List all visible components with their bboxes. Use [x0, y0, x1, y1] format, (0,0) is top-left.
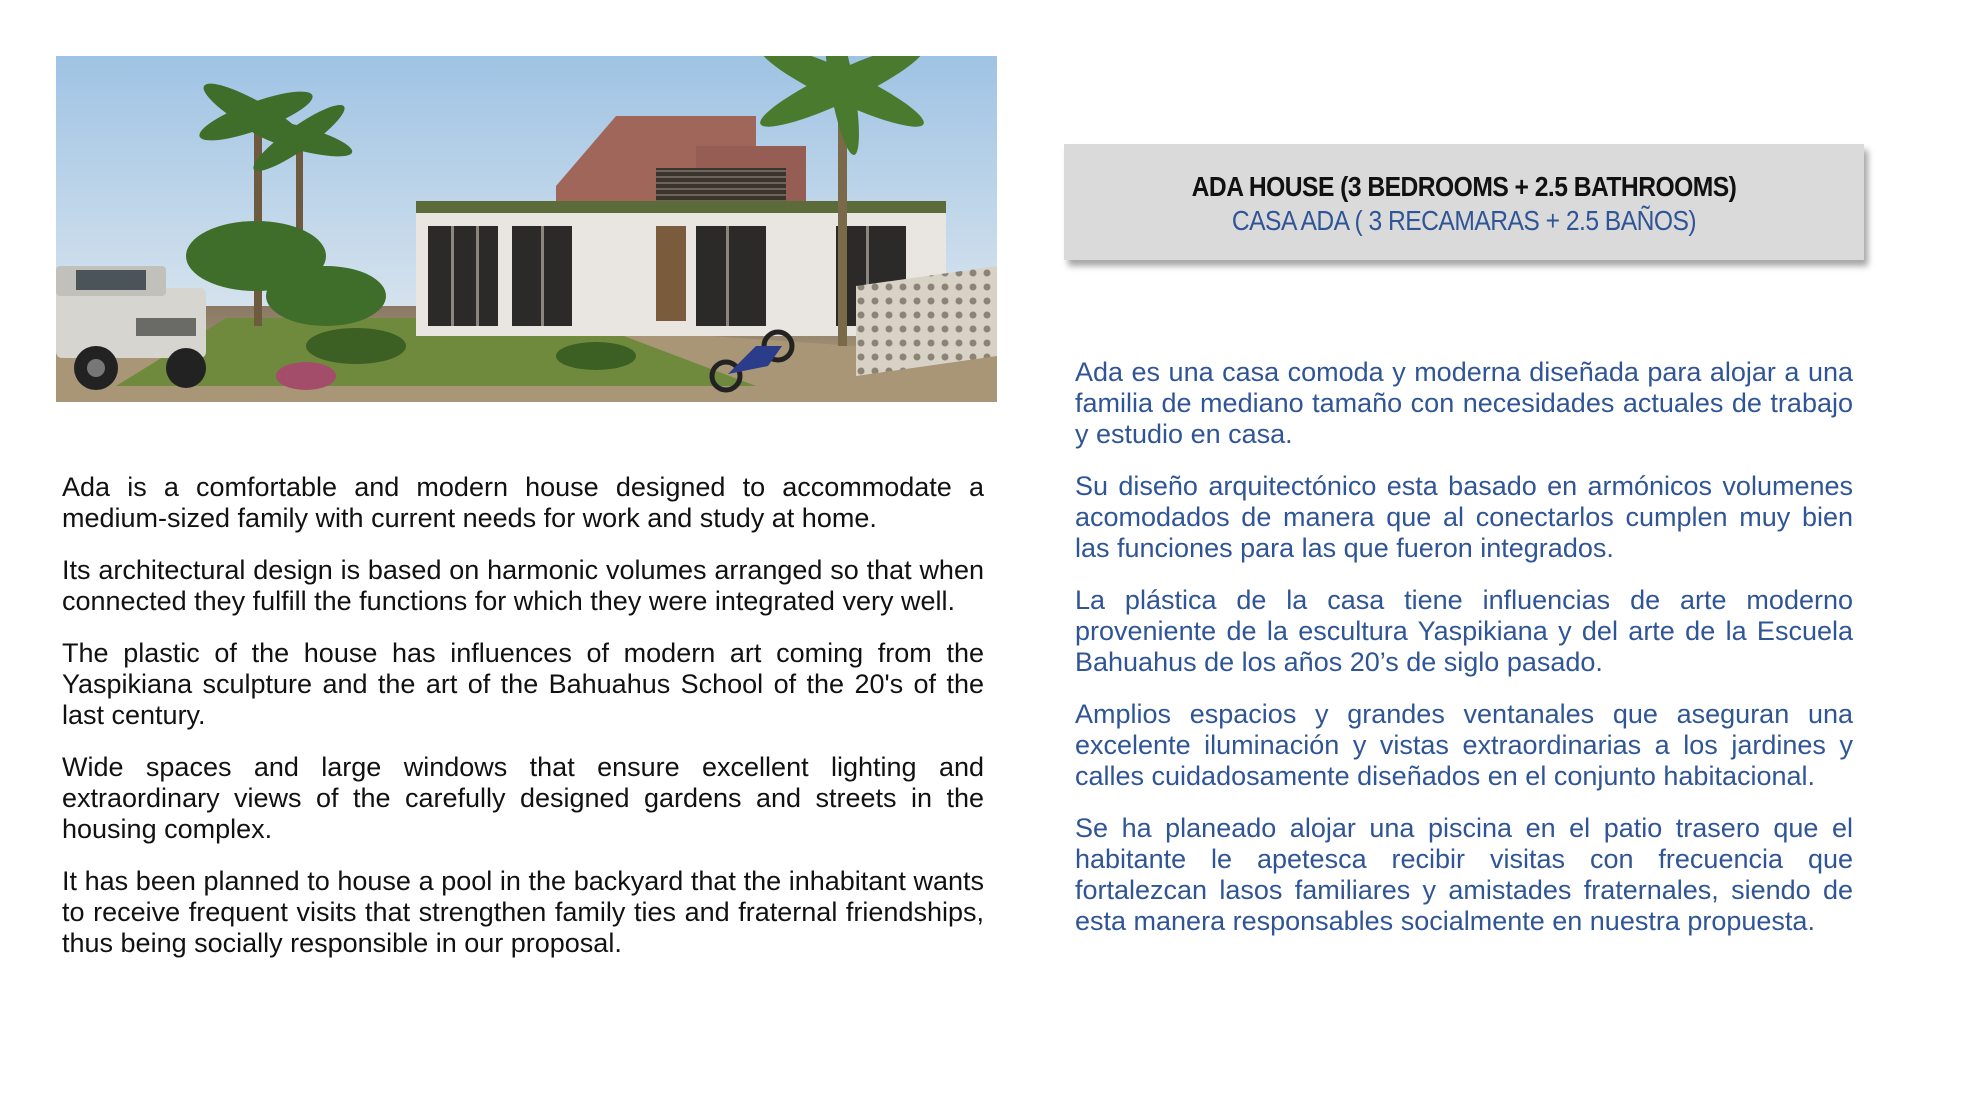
english-paragraph: Ada is a comfortable and modern house designed to accommodate a medium-sized family with current needs for work and study at home.: [62, 472, 984, 533]
spanish-paragraph: Amplios espacios y grandes ventanales que aseguran una excelente iluminación y vistas extraordinarias a los jardines y calles cuidadosamente diseñados en el conjunto habitacional.: [1075, 699, 1853, 791]
house-render-image: [56, 56, 997, 402]
title-box: [1064, 144, 1864, 260]
english-paragraph: Its architectural design is based on harmonic volumes arranged so that when connected they fulfill the functions for which they were integrated very well.: [62, 555, 984, 616]
spanish-paragraph: Se ha planeado alojar una piscina en el patio trasero que el habitante le apetesca recibir visitas con frecuencia que fortalezcan lasos familiares y amistades fraternales, siendo de esta manera responsables socialmente en nuestra propuesta.: [1075, 813, 1853, 936]
spanish-paragraph: Su diseño arquitectónico esta basado en armónicos volumenes acomodados de manera que al conectarlos cumplen muy bien las funciones para las que fueron integrados.: [1075, 471, 1853, 563]
spanish-paragraph: La plástica de la casa tiene influencias de arte moderno proveniente de la escultura Yaspikiana y del arte de la Escuela Bahuahus de los años 20’s de siglo pasado.: [1075, 585, 1853, 677]
title-spanish: CASA ADA ( 3 RECAMARAS + 2.5 BAÑOS): [1231, 205, 1697, 236]
title-english: ADA HOUSE (3 BEDROOMS + 2.5 BATHROOMS): [1191, 171, 1737, 202]
spanish-paragraph: Ada es una casa comoda y moderna diseñada para alojar a una familia de mediano tamaño con necesidades actuales de trabajo y estudio en casa.: [1075, 357, 1853, 449]
english-paragraph: The plastic of the house has influences of modern art coming from the Yaspikiana sculpture and the art of the Bahuahus School of the 20's of the last century.: [62, 638, 984, 730]
english-paragraph: It has been planned to house a pool in the backyard that the inhabitant wants to receive frequent visits that strengthen family ties and fraternal friendships, thus being socially responsible in our proposal.: [62, 866, 984, 958]
spanish-description: [1075, 357, 1853, 958]
english-paragraph: Wide spaces and large windows that ensure excellent lighting and extraordinary views of the carefully designed gardens and streets in the housing complex.: [62, 752, 984, 844]
english-description: [62, 472, 984, 980]
